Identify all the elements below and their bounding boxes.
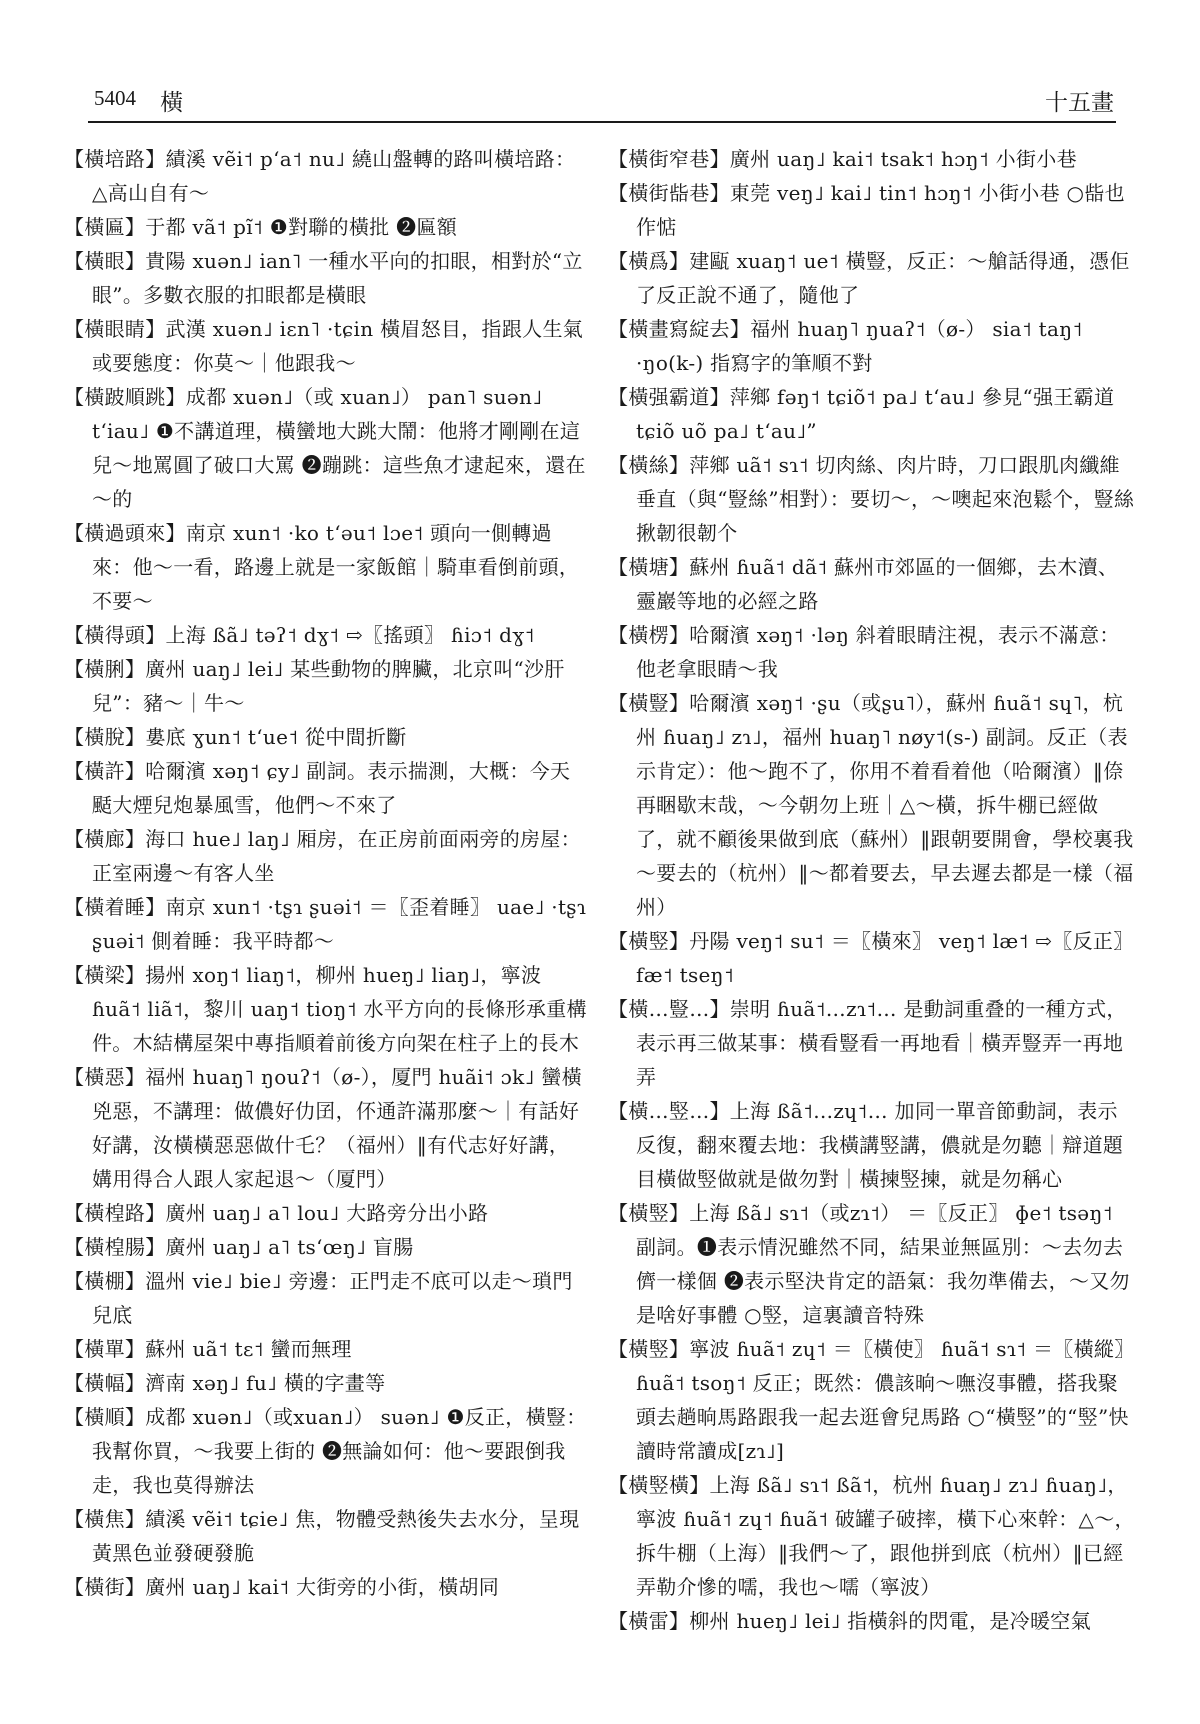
- dictionary-entry: 【橫過頭來】南京 xun˦ ·ko t‘əu˦ lɔe˦ 頭向一側轉過來：他～一看，路邊上就是一家飯館｜騎車看倒前頭，不要～: [64, 521, 580, 613]
- dictionary-entry: 【橫焦】績溪 vẽi˦ tɕie˩ 焦，物體受熱後失去水分，呈現黃黑色並發硬發脆: [64, 1507, 580, 1565]
- right-column: [608, 142, 1136, 1638]
- dictionary-entry: 【橫培路】績溪 vẽi˦ p‘a˦ nu˩ 繞山盤轉的路叫橫培路：△高山自有～: [64, 147, 576, 205]
- head-character: 橫: [160, 90, 183, 116]
- dictionary-entry: 【橫幅】濟南 xəŋ˩ fu˩ 橫的字畫等: [64, 1371, 386, 1395]
- dictionary-entry: 【橫楻腸】廣州 uaŋ˩ a˥ ts‘œŋ˩ 盲腸: [64, 1235, 414, 1259]
- dictionary-entry: 【橫街啙巷】東莞 veŋ˩ kai˩ tin˦ hɔŋ˦ 小街小巷 ○啙也作惦: [608, 181, 1125, 239]
- dictionary-entry: 【橫順】成都 xuən˩（或xuan˩） suən˩ ❶反正，橫豎：我幫你買，～我要上街的 ❷無論如何：他～要跟倒我走，我也莫得辦法: [64, 1405, 587, 1497]
- left-column: [64, 142, 589, 1604]
- dictionary-entry: 【橫塘】蘇州 ɦuã˦ dã˦ 蘇州市郊區的一個鄉，去木瀆、靈巖等地的必經之路: [608, 555, 1119, 613]
- dictionary-entry: 【橫梁】揚州 xoŋ˦ liaŋ˦，柳州 hueŋ˩ liaŋ˩，寧波 ɦuã˦ liã˦，黎川 uaŋ˦ tioŋ˦ 水平方向的長條形承重構件。木結構屋架中專指順着前後方向架在柱子上的長木: [64, 963, 587, 1055]
- dictionary-entry: 【橫廊】海口 hue˩ laŋ˩ 厢房，在正房前面兩旁的房屋：正室兩邊～有客人坐: [64, 827, 581, 885]
- dictionary-entry: 【橫…豎…】崇明 ɦuã˦…zɿ˦… 是動詞重叠的一種方式，表示再三做某事：橫看豎看一再地看｜橫弄豎弄一再地弄: [608, 997, 1127, 1089]
- dictionary-entry: 【橫强霸道】萍鄉 fəŋ˦ tɕiõ˦ pa˩ t‘au˩ 參見“强王霸道 tɕiõ uõ pa˩ t‘au˩”: [608, 385, 1115, 443]
- dictionary-entry: 【橫竪】寧波 ɦuã˦ zɥ˦ ＝〖橫使〗 ɦuã˦ sɿ˦ ＝〖橫縱〗 ɦuã˦ tsoŋ˦ 反正；既然：儂該晌～嘸沒事體，搭我聚頭去趟晌馬路跟我一起去逛會兒馬路 ○“橫竪”的“竪”快讀時常讀成[zɿ˩]: [608, 1337, 1135, 1463]
- dictionary-entry: 【橫眼睛】武漢 xuən˩ iɛn˥ ·tɕin 橫眉怒目，指跟人生氣或要態度：你莫～｜他跟我～: [64, 317, 584, 375]
- header-rule: [88, 121, 1116, 123]
- running-header: [94, 82, 1114, 118]
- dictionary-entry: 【橫楻路】廣州 uaŋ˩ a˥ lou˩ 大路旁分出小路: [64, 1201, 489, 1225]
- dictionary-entry: 【橫雷】柳州 hueŋ˩ lei˩ 指橫斜的閃電，是冷暖空氣: [608, 1609, 1091, 1633]
- dictionary-entry: 【橫竪】丹陽 veŋ˦ su˦ ＝〖橫來〗 veŋ˦ læ˦ ⇨〖反正〗 fæ˦ tseŋ˦: [608, 929, 1134, 987]
- dictionary-entry: 【橫畫寫綻去】福州 huaŋ˥ ŋuaʔ˦（ø-） sia˦ taŋ˦ ·ŋo(k-) 指寫字的筆順不對: [608, 317, 1083, 375]
- dictionary-entry: 【橫脷】廣州 uaŋ˩ lei˩ 某些動物的脾臟，北京叫“沙肝兒”：豬～｜牛～: [64, 657, 565, 715]
- dictionary-entry: 【橫爲】建甌 xuaŋ˦ ue˦ 橫豎，反正：～艙話得通，憑佢了反正說不通了，隨他了: [608, 249, 1130, 307]
- dictionary-entry: 【橫脫】婁底 ɣun˦ t‘ue˦ 從中間折斷: [64, 725, 407, 749]
- dictionary-entry: 【橫着睡】南京 xun˦ ·tʂɿ ʂuəi˦ ＝〖歪着睡〗 uae˩ ·tʂɿ ʂuəi˦ 側着睡：我平時都～: [64, 895, 587, 953]
- dictionary-entry: 【橫街窄巷】廣州 uaŋ˩ kai˦ tsak˦ hɔŋ˦ 小街小巷: [608, 147, 1077, 171]
- dictionary-entry: 【橫許】哈爾濱 xəŋ˦ ɕy˩ 副詞。表示揣測，大概：今天颳大煙兒炮暴風雪，他們～不來了: [64, 759, 571, 817]
- dictionary-entry: 【橫得頭】上海 ßã˩ təʔ˦ dɣ˦ ⇨〖搖頭〗 ɦiɔ˦ dɣ˦: [64, 623, 535, 647]
- dictionary-entry: 【橫…竪…】上海 ßã˦…zɥ˦… 加同一單音節動詞，表示反復，翻來覆去地：我橫講竪講，儂就是勿聽｜辯道題目橫做竪做就是做勿對｜橫揀竪揀，就是勿稱心: [608, 1099, 1124, 1191]
- dictionary-entry: 【橫單】蘇州 uã˦ tɛ˦ 蠻而無理: [64, 1337, 352, 1361]
- dictionary-entry: 【橫棚】溫州 vie˩ bie˩ 旁邊：正門走不底可以走～瑣門兒底: [64, 1269, 573, 1327]
- dictionary-entry: 【橫絲】萍鄉 uã˦ sɿ˦ 切肉絲、肉片時，刀口跟肌肉纖維垂直（與“豎絲”相對）：要切～，～噢起來泡鬆个，豎絲揪韌很韌个: [608, 453, 1135, 545]
- dictionary-entry: 【橫竪橫】上海 ßã˩ sɿ˦ ßã˦，杭州 ɦuaŋ˩ zɿ˩ ɦuaŋ˩，寧波 ɦuã˦ zɥ˦ ɦuã˦ 破罐子破摔，橫下心來幹：△～，拆牛棚（上海）‖我們～了，跟他拼到底（杭州）‖已經弄勒介慘的嚅，我也～嚅（寧波）: [608, 1473, 1135, 1599]
- dictionary-entry: 【橫匾】于都 vã˦ pĩ˦ ❶對聯的橫批 ❷匾額: [64, 215, 458, 239]
- dictionary-entry: 【橫楞】哈爾濱 xəŋ˦ ·ləŋ 斜着眼睛注視，表示不滿意：他老拿眼睛～我: [608, 623, 1120, 681]
- page-number: 5404: [94, 86, 136, 110]
- dictionary-entry: 【橫跛順跳】成都 xuən˩（或 xuan˩） pan˥ suən˩ t‘iau˩ ❶不講道理，橫蠻地大跳大鬧：他將才剛剛在這兒～地罵圓了破口大罵 ❷蹦跳：這些魚才逮起來，還在～的: [64, 385, 586, 511]
- dictionary-entry: 【橫惡】福州 huaŋ˥ ŋouʔ˦（ø-），厦門 huãi˦ ɔk˩ 蠻橫兇惡，不講理：做儂好仂囝，伓通許滿那麼～｜有話好好講，汝橫橫惡惡做什乇？（福州）‖有代志好好講，媾用得合人跟人家起退～（厦門）: [64, 1065, 582, 1191]
- dictionary-entry: 【橫眼】貴陽 xuən˩ ian˥ 一種水平向的扣眼，相對於“立眼”。多數衣服的扣眼都是橫眼: [64, 249, 583, 307]
- dictionary-entry: 【橫豎】哈爾濱 xəŋ˦ ·ʂu（或ʂu˥），蘇州 ɦuã˦ sɥ˥，杭州 ɦuaŋ˩ zɿ˩，福州 huaŋ˥ nøy˦(s-) 副詞。反正（表示肯定）：他～跑不了，你用不着看着他（哈爾濱）‖倷再睏歇末哉，～今朝勿上班｜△～橫，拆牛棚已經做了，就不顧後果做到底（蘇州）‖跟朝要開會，學校裏我～要去的（杭州）‖～都着要去，早去遲去都是一樣（福州）: [608, 691, 1134, 919]
- stroke-section: 十五畫: [1045, 90, 1114, 116]
- dictionary-entry: 【橫街】廣州 uaŋ˩ kai˦ 大街旁的小街，橫胡同: [64, 1575, 500, 1599]
- dictionary-entry: 【橫竪】上海 ßã˩ sɿ˦（或zɿ˦） ＝〖反正〗 ɸe˦ tsəŋ˦ 副詞。❶表示情況雖然不同，結果並無區別：～去勿去儕一樣個 ❷表示堅決肯定的語氣：我勿準備去，～又勿是啥好事體 ○竪，這裏讀音特殊: [608, 1201, 1130, 1327]
